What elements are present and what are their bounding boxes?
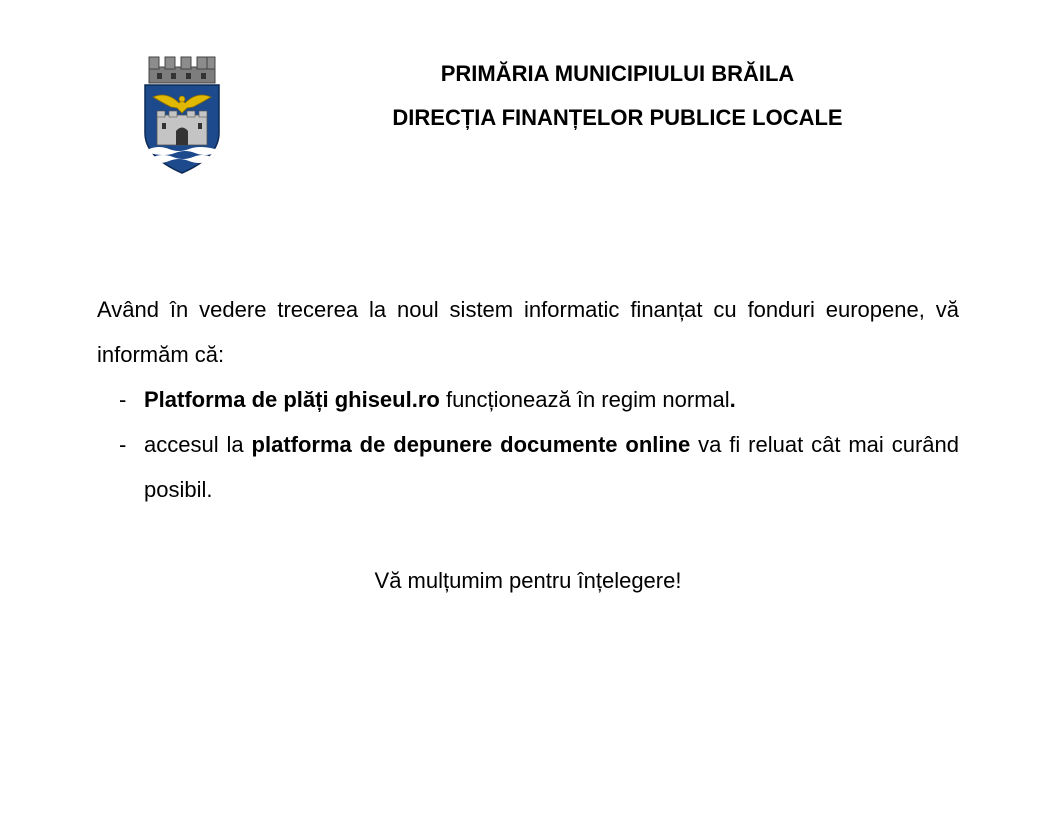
bullet-dash: - — [119, 432, 127, 457]
notice-body — [97, 287, 959, 512]
bullet-bold-text: platforma de depunere documente online — [251, 432, 691, 457]
mural-crown — [149, 57, 215, 83]
header-line-2: DIRECȚIA FINANȚELOR PUBLICE LOCALE — [392, 105, 843, 130]
bullet-text-after: va fi reluat cât mai curând posibil. — [144, 432, 959, 502]
intro-paragraph: Având în vedere trecerea la noul sistem informatic finanțat cu fonduri europene, vă informăm că: — [97, 297, 959, 367]
bullet-item-documents — [97, 422, 959, 512]
bullet-end-punctuation: . — [729, 387, 736, 412]
bullet-dash: - — [119, 387, 127, 412]
bullet-bold-text: Platforma de plăți ghiseul.ro — [144, 387, 440, 412]
bullet-text: funcționează în regim normal — [439, 387, 730, 412]
institution-header — [330, 52, 905, 140]
coat-of-arms-icon — [139, 53, 225, 175]
bullet-item-platform — [97, 377, 959, 422]
castle-icon — [157, 111, 207, 145]
closing-line: Vă mulțumim pentru înțelegere! — [374, 568, 682, 593]
bullet-list — [97, 377, 959, 512]
header-line-1: PRIMĂRIA MUNICIPIULUI BRĂILA — [440, 61, 795, 86]
bullet-text-before: accesul la — [144, 432, 252, 457]
